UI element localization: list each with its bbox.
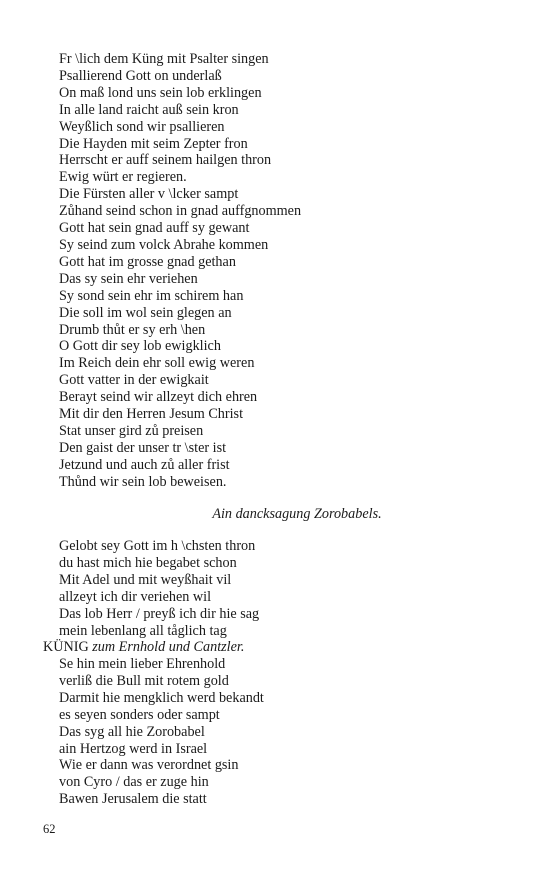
verse-line: Die Fürsten aller v \lcker sampt — [59, 186, 239, 203]
section-heading: Ain dancksagung Zorobabels. — [212, 506, 382, 522]
verse-line: Das lob Herr / preyß ich dir hie sag — [59, 605, 260, 622]
verse-line: Gott hat im grosse gnad gethan — [59, 253, 236, 270]
verse-line: du hast mich hie begabet schon — [59, 554, 237, 571]
verse-line: Ewig würt er regieren. — [59, 169, 187, 186]
verse-line: Zůhand seind schon in gnad auffgnommen — [59, 203, 302, 220]
verse-line: On maß lond uns sein lob erklingen — [59, 84, 262, 101]
verse-line: Drumb thůt er sy erh \hen — [59, 321, 206, 338]
verse-line: es seyen sonders oder sampt — [59, 706, 220, 723]
verse-line: O Gott dir sey lob ewigklich — [59, 338, 221, 355]
speaker-line — [43, 639, 244, 656]
verse-line: Die Hayden mit seim Zepter fron — [59, 135, 248, 152]
verse-line: Psallierend Gott on underlaß — [59, 67, 222, 84]
verse-line: Sy seind zum volck Abrahe kommen — [59, 236, 269, 253]
verse-line: Gott hat sein gnad auff sy gewant — [59, 220, 250, 237]
verse-line: Jetzund und auch zů aller frist — [59, 456, 230, 473]
verse-line: Im Reich dein ehr soll ewig weren — [59, 355, 255, 372]
verse-line: mein lebenlang all tåglich tag — [59, 622, 227, 639]
verse-line: allzeyt ich dir veriehen wil — [59, 588, 212, 605]
verse-line: Die soll im wol sein glegen an — [59, 304, 232, 321]
verse-line: Berayt seind wir allzeyt dich ehren — [59, 389, 258, 406]
verse-line: Das sy sein ehr veriehen — [59, 270, 198, 287]
verse-line: verliß die Bull mit rotem gold — [59, 672, 229, 689]
verse-line: Mit dir den Herren Jesum Christ — [59, 406, 244, 423]
verse-block-king-speech — [59, 656, 519, 808]
verse-line: von Cyro / das er zuge hin — [59, 774, 209, 791]
verse-line: In alle land raicht auß sein kron — [59, 101, 239, 118]
verse-line: Thůnd wir sein lob beweisen. — [59, 473, 227, 490]
page-number: 62 — [43, 822, 56, 836]
verse-line: Herrscht er auff seinem hailgen thron — [59, 152, 272, 169]
verse-line: Gott vatter in der ewigkait — [59, 372, 209, 389]
verse-block-psalm — [59, 51, 519, 491]
verse-line: Gelobt sey Gott im h \chsten thron — [59, 538, 256, 554]
verse-line: Sy sond sein ehr im schirem han — [59, 287, 244, 304]
verse-line: Das syg all hie Zorobabel — [59, 723, 205, 740]
speaker-name: KÜNIG — [43, 639, 89, 655]
verse-line: Bawen Jerusalem die statt — [59, 791, 207, 808]
verse-line: Stat unser gird zů preisen — [59, 422, 204, 439]
verse-block-thanksgiving — [59, 538, 519, 639]
verse-line: Wie er dann was verordnet gsin — [59, 757, 239, 774]
verse-line: Se hin mein lieber Ehrenhold — [59, 656, 226, 672]
verse-line: ain Hertzog werd in Israel — [59, 740, 208, 757]
verse-line: Fr \lich dem Küng mit Psalter singen — [59, 51, 269, 67]
verse-line: Den gaist der unser tr \ster ist — [59, 439, 227, 456]
verse-line: Mit Adel und mit weyßhait vil — [59, 571, 232, 588]
stage-direction: zum Ernhold und Cantzler. — [88, 639, 245, 655]
verse-line: Weyßlich sond wir psallieren — [59, 118, 225, 135]
verse-line: Darmit hie mengklich werd bekandt — [59, 689, 264, 706]
